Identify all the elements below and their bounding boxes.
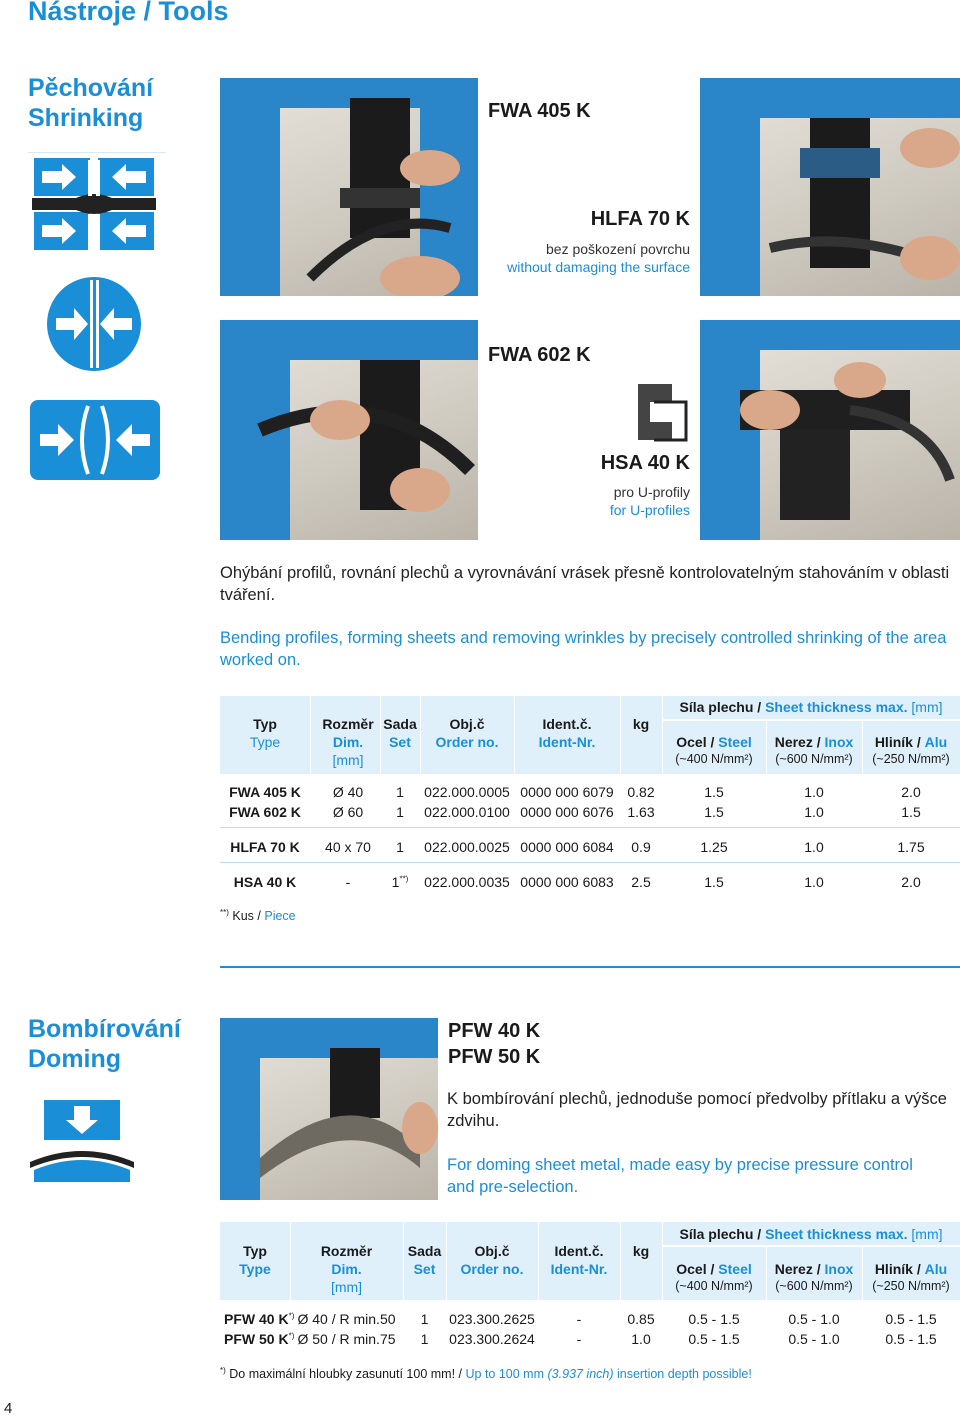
- th2-alu-str: (~250 N/mm²): [872, 1279, 950, 1293]
- hsa40k-note-cz: pro U-profily: [613, 484, 690, 500]
- th2-dim: Dim.: [331, 1261, 362, 1277]
- shrinking-footnote: **) Kus / Piece: [220, 908, 296, 924]
- fwa405k-photo: [220, 78, 478, 296]
- shrink-curve-icon: [30, 400, 160, 480]
- th2-inox-str: (~600 N/mm²): [775, 1279, 853, 1293]
- fwa602k-photo: [220, 320, 478, 540]
- fwa405k-label: FWA 405 K: [488, 100, 591, 122]
- th2-steel-str: (~400 N/mm²): [675, 1279, 753, 1293]
- shrink-profile-icon: [32, 158, 156, 250]
- th-thickness: Síla plechu / Sheet thickness max. [mm]: [679, 699, 943, 715]
- th-inox-str: (~600 N/mm²): [775, 752, 853, 766]
- shrinking-title-underline: [28, 152, 166, 153]
- pfw50k-label: PFW 50 K: [448, 1046, 541, 1068]
- doming-title-cz: Bombírování: [28, 1015, 181, 1043]
- th2-inox: Nerez / Inox: [774, 1261, 854, 1277]
- th-inox: Nerez / Inox: [774, 734, 854, 750]
- th2-rozmer: Rozměr: [320, 1243, 373, 1259]
- th2-steel: Ocel / Steel: [676, 1261, 752, 1277]
- th2-sada: Sada: [407, 1243, 442, 1259]
- th2-kg: kg: [632, 1243, 650, 1259]
- th2-typ: Typ: [243, 1243, 267, 1259]
- th-ident: Ident.č.: [542, 716, 592, 732]
- th2-alu: Hliník / Alu: [874, 1261, 948, 1277]
- th-dim: Dim.: [332, 734, 364, 750]
- hsa40k-note-en: for U-profiles: [609, 502, 690, 518]
- hlfa70k-note-en: without damaging the surface: [507, 259, 690, 275]
- th2-type: Type: [239, 1261, 271, 1277]
- shrinking-title-en: Shrinking: [28, 104, 144, 132]
- th2-set: Set: [413, 1261, 436, 1277]
- hsa40k-photo: [700, 320, 960, 540]
- th2-identnr: Ident-Nr.: [550, 1261, 608, 1277]
- th-steel-str: (~400 N/mm²): [675, 752, 753, 766]
- th-identnr: Ident-Nr.: [538, 734, 596, 750]
- th2-mm: [mm]: [330, 1279, 363, 1295]
- th-obj: Obj.č: [449, 716, 485, 732]
- shrinking-desc-en: Bending profiles, forming sheets and removing wrinkles by precisely controlled shrinking of the area worked on.: [220, 629, 947, 669]
- doming-title-en: Doming: [28, 1045, 122, 1073]
- th-mm: [mm]: [332, 752, 364, 768]
- th2-order: Order no.: [460, 1261, 524, 1277]
- shrinking-desc-cz: Ohýbání profilů, rovnání plechů a vyrovnávání vrásek přesně kontrolovatelným stahováním v oblasti tváření.: [220, 564, 950, 604]
- pfw-photo: [220, 1018, 438, 1200]
- section-divider: [220, 966, 960, 968]
- th-steel: Ocel / Steel: [676, 734, 752, 750]
- doming-desc-cz: K bombírování plechů, jednoduše pomocí předvolby přítlaku a výšce zdvihu.: [447, 1090, 947, 1130]
- th-set: Set: [389, 734, 411, 750]
- doming-footnote: *) Do maximální hloubky zasunutí 100 mm! / Up to 100 mm (3.937 inch) insertion depth possible!: [220, 1366, 752, 1382]
- th-typ: Typ: [253, 716, 277, 732]
- th-kg: kg: [632, 716, 650, 732]
- th2-ident: Ident.č.: [554, 1243, 604, 1259]
- th-sada: Sada: [383, 716, 417, 732]
- doming-desc-en: For doming sheet metal, made easy by precise pressure control and pre-selection.: [447, 1156, 913, 1196]
- th2-obj: Obj.č: [474, 1243, 510, 1259]
- th2-thickness: Síla plechu / Sheet thickness max. [mm]: [679, 1226, 943, 1242]
- hlfa70k-photo: [700, 78, 960, 296]
- shrinking-title-cz: Pěchování: [28, 74, 154, 102]
- fwa602k-label: FWA 602 K: [488, 344, 591, 366]
- hlfa70k-note-cz: bez poškození povrchu: [546, 241, 690, 257]
- page-title: Nástroje / Tools: [28, 0, 229, 26]
- doming-icon: [30, 1100, 134, 1182]
- shrink-round-icon: [46, 276, 142, 372]
- th-order: Order no.: [435, 734, 499, 750]
- page-number: 4: [4, 1400, 13, 1417]
- th-alu: Hliník / Alu: [874, 734, 948, 750]
- th-alu-str: (~250 N/mm²): [872, 752, 950, 766]
- u-profile-icon: [636, 382, 690, 442]
- th-rozmer: Rozměr: [322, 716, 374, 732]
- hlfa70k-label: HLFA 70 K: [590, 208, 690, 230]
- hsa40k-label: HSA 40 K: [600, 452, 690, 474]
- th-type: Type: [249, 734, 281, 750]
- pfw40k-label: PFW 40 K: [448, 1020, 541, 1042]
